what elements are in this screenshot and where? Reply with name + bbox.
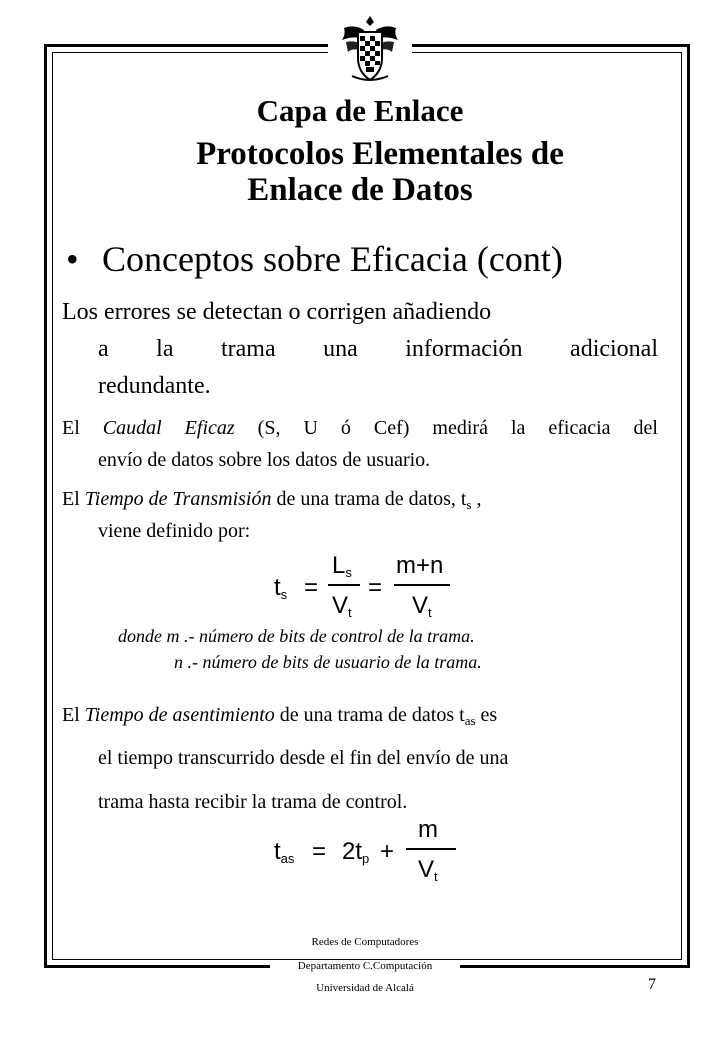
title-line-3: Enlace de Datos bbox=[247, 172, 473, 208]
formula1-num2: m+n bbox=[396, 552, 444, 579]
para3-prefix: El bbox=[62, 488, 85, 510]
formula2-num: m bbox=[418, 816, 438, 843]
formula2-lhs: $t_{as}$ bbox=[274, 838, 295, 866]
footer-department: Departamento C.Computación bbox=[297, 960, 433, 972]
title-line-2: Protocolos Elementales de bbox=[196, 136, 564, 172]
formula2-eq: = bbox=[312, 838, 327, 865]
para3-line2: viene definido por: bbox=[98, 520, 251, 542]
para1-line2: a la trama una información adicional bbox=[98, 336, 658, 362]
para1-line3: redundante. bbox=[98, 373, 211, 399]
para2-line2: envío de datos sobre los datos de usuario. bbox=[98, 449, 431, 471]
formula1-eq1: = bbox=[304, 574, 319, 601]
university-crest-logo bbox=[336, 14, 404, 84]
page-number: 7 bbox=[648, 976, 656, 993]
para4-rest: de una trama de datos t bbox=[274, 704, 465, 726]
title-line-1: Capa de Enlace bbox=[256, 93, 464, 128]
para2-line1 bbox=[62, 412, 658, 444]
formula2-plus: + bbox=[380, 838, 395, 865]
para4-line3: trama hasta recibir la trama de control. bbox=[98, 791, 408, 813]
term-tiempo-asentimiento: Tiempo de asentimiento bbox=[84, 704, 275, 726]
formula1-num1: $L_s$ bbox=[332, 552, 352, 580]
formula1-lhs: $t_s$ bbox=[274, 574, 288, 602]
term-caudal-eficaz: Caudal Eficaz bbox=[102, 417, 235, 439]
paragraph-errors bbox=[62, 294, 658, 405]
paragraph-caudal-eficaz bbox=[62, 412, 658, 476]
para4-subscript: as bbox=[464, 713, 476, 728]
formula1-eq2: = bbox=[368, 574, 383, 601]
para4-rest2: es bbox=[475, 704, 498, 726]
bullet-glyph: • bbox=[66, 239, 79, 279]
note-n-definition: n .- número de bits de usuario de la trama. bbox=[174, 652, 482, 672]
para4-line2: el tiempo transcurrido desde el fin del envío de una bbox=[98, 747, 509, 769]
formula2-den: $V_t$ bbox=[418, 856, 438, 884]
formula2-term: $2t_p$ bbox=[342, 838, 370, 866]
para4-prefix: El bbox=[62, 704, 85, 726]
para2-prefix: El bbox=[62, 417, 103, 439]
para3-rest2: , bbox=[471, 488, 482, 510]
footer-course: Redes de Computadores bbox=[311, 936, 419, 948]
paragraph-tiempo-transmision bbox=[62, 486, 658, 544]
term-tiempo-transmision: Tiempo de Transmisión bbox=[84, 488, 272, 510]
para4-line1 bbox=[62, 700, 658, 736]
paragraph-tiempo-asentimiento bbox=[62, 700, 658, 824]
formula1-den1: $V_t$ bbox=[332, 592, 352, 620]
footer-university: Universidad de Alcalá bbox=[316, 982, 414, 994]
para3-line1 bbox=[62, 486, 658, 518]
note-m-definition: donde m .- número de bits de control de la trama. bbox=[118, 626, 475, 646]
formula1-den2: $V_t$ bbox=[412, 592, 432, 620]
para2-rest: (S, U ó Cef) medirá la eficacia del bbox=[234, 417, 658, 439]
section-heading-text: Conceptos sobre Eficacia (cont) bbox=[102, 239, 563, 279]
section-heading bbox=[66, 238, 563, 280]
para1-line1: Los errores se detectan o corrigen añadiendo bbox=[62, 299, 492, 325]
para3-subscript: s bbox=[466, 497, 472, 512]
para3-rest: de una trama de datos, t bbox=[271, 488, 467, 510]
